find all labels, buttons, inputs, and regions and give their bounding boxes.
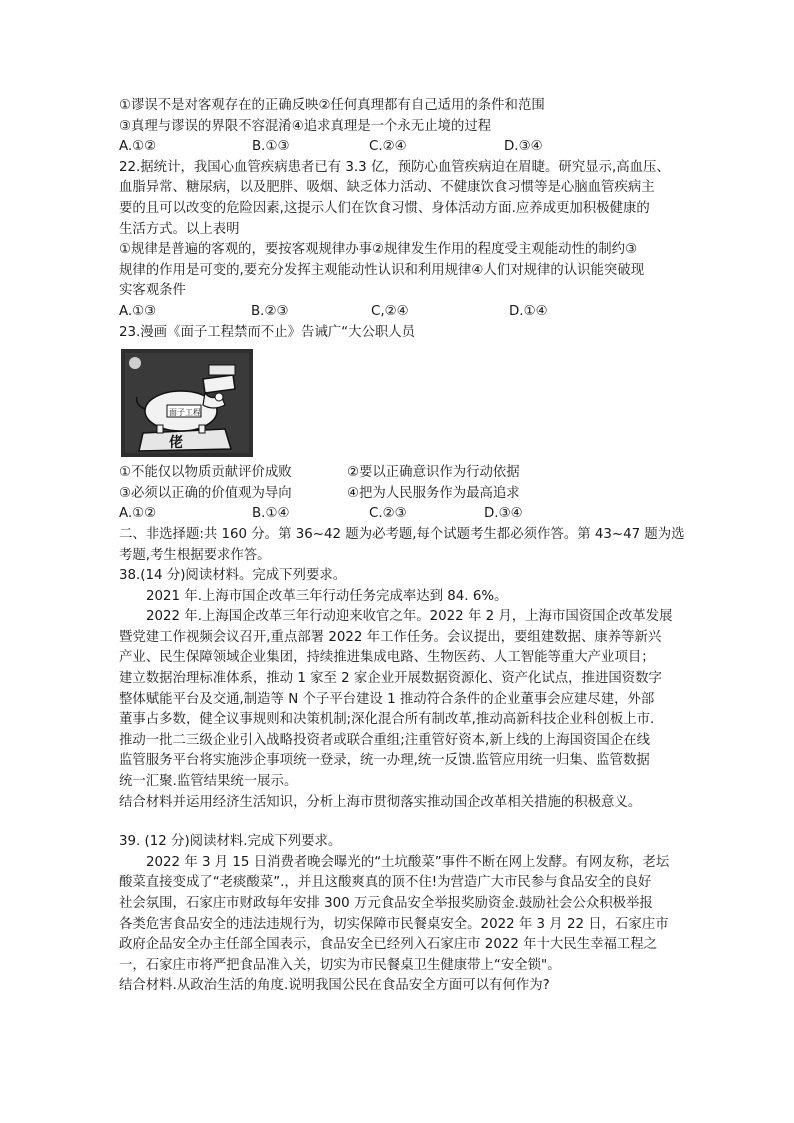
q21-option-c: C.②④ bbox=[369, 139, 407, 155]
q39-heading: 39. (12 分)阅读材料.完成下列要求。 bbox=[119, 834, 342, 850]
q22-option-a: A.①③ bbox=[119, 303, 157, 319]
spacer bbox=[119, 813, 689, 832]
svg-text:佬: 佬 bbox=[169, 435, 183, 452]
q38-heading: 38.(14 分)阅读材料。完成下列要求。 bbox=[119, 568, 347, 584]
q23-option-d: D.③④ bbox=[484, 506, 523, 522]
q39-paragraph-line1: 2022 年 3 月 15 日消费者晚会曝光的“土坑酸菜”事件不断在网上发酵。有网友称，老坛 bbox=[146, 854, 670, 870]
q22-stem-line1: 22.据统计，我国心血管疾病患者已有 3.3 亿，预防心血管疾病迫在眉睫。研究显示,高血压、 bbox=[119, 159, 670, 175]
q22-option-d: D.①④ bbox=[509, 303, 548, 319]
q22-statements-line2: 规律的作用是可变的,要充分发挥主观能动性认识和利用规律④人们对规律的认识能突破现 bbox=[119, 262, 645, 278]
q38-paragraph2-line7: 推动一批二三级企业引入战略投资者或联合重组;注重管好资本,新上线的上海国资国企在线 bbox=[119, 732, 650, 748]
q21-statements-line1: ①谬误不是对客观存在的正确反映②任何真理都有自己适用的条件和范围 bbox=[119, 98, 545, 113]
q38-paragraph2-line5: 整体赋能平台及交通,制造等 N 个子平台建设 1 推动符合条件的企业董事会应建尽建，外部 bbox=[119, 691, 655, 707]
q22-options bbox=[119, 302, 689, 323]
cartoon-drawing bbox=[121, 349, 253, 457]
q23-options bbox=[119, 504, 689, 525]
q38-paragraph2-line8: 监管服务平台将实施涉企事项统一登录，统一办理,统一反馈.监管应用统一归集、监管数据 bbox=[119, 753, 650, 769]
q39-paragraph-line4: 各类危害食品安全的违法违规行为，切实保障市民餐桌安全。2022 年 3 月 22 日，石家庄市 bbox=[119, 916, 669, 932]
cartoon-image bbox=[121, 349, 253, 457]
q38-paragraph2-line1: 2022 年.上海国企改革三年行动迎来收官之年。2022 年 2 月，上海市国资国企改革发展 bbox=[146, 609, 673, 625]
q39-paragraph-line3: 社会氛围，石家庄市财政每年安排 300 万元食品安全举报奖励资金.鼓励社会公众积极举报 bbox=[119, 896, 653, 911]
q22-statements-line1: ①规律是普遍的客观的，要按客观规律办事②规律发生作用的程度受主观能动性的制约③ bbox=[119, 242, 638, 258]
q22-stem-line3: 要的且可以改变的危险因素,这提示人们在饮食习惯、身体活动方面.应养成更加积极健康的 bbox=[119, 200, 650, 216]
q23-statement-3: ③必须以正确的价值观为导向 bbox=[119, 485, 292, 501]
q21-option-a: A.①② bbox=[119, 139, 157, 155]
part2-instructions-line1: 二、非选择题:共 160 分。第 36~42 题为必考题,每个试题考生都必须作答。第 43~47 题为选 bbox=[119, 526, 685, 542]
cartoon-sign-text: 面子工程 bbox=[169, 408, 201, 418]
q38-paragraph2-line6: 董事占多数，健全议事规则和决策机制;深化混合所有制改革,推动高新科技企业科创板上市. bbox=[119, 712, 655, 728]
q39-paragraph-line2: 酸菜直接变成了“老痰酸菜”.，并且这酸爽真的顶不住!为营造广大市民参与食品安全的良好 bbox=[119, 875, 652, 891]
q23-statements-row1 bbox=[119, 463, 689, 484]
q21-options bbox=[119, 137, 689, 158]
q23-statement-4: ④把为人民服务作为最高追求 bbox=[347, 485, 520, 501]
q23-option-a: A.①② bbox=[119, 506, 157, 522]
q21-option-d: D.③④ bbox=[504, 139, 543, 155]
q38-paragraph2-line9: 统一汇聚.监管结果统一展示。 bbox=[119, 774, 298, 790]
exam-content bbox=[119, 96, 689, 997]
q21-option-b: B.①③ bbox=[252, 139, 290, 155]
q23-statement-2: ②要以正确意识作为行动依据 bbox=[347, 465, 520, 481]
q38-paragraph2-line3: 产业、民生保障领域企业集团，持续推进集成电路、生物医药、人工智能等重大产业项目； bbox=[119, 650, 655, 666]
q39-task: 结合材料.从政治生活的角度.说明我国公民在食品安全方面可以有何作为? bbox=[119, 978, 550, 994]
q39-paragraph-line6: 一，石家庄市将严把食品准入关，切实为市民餐桌卫生健康带上“安全锁"。 bbox=[119, 957, 561, 973]
q38-paragraph1: 2021 年.上海市国企改革三年行动任务完成率达到 84. 6%。 bbox=[146, 588, 508, 604]
q39-paragraph-line5: 政府企品安全办主任部全国表示，食品安全已经列入石家庄市 2022 年十大民生幸福工程之 bbox=[119, 937, 658, 953]
q38-paragraph2-line4: 建立数据治理标准体系，推动 1 家至 2 家企业开展数据资源化、资产化试点，推进国资数字 bbox=[119, 671, 662, 687]
q38-task: 结合材料并运用经济生活知识，分析上海市贯彻落实推动国企改革相关措施的积极意义。 bbox=[119, 794, 642, 810]
q23-stem: 23.漫画《面子工程禁而不止》告诫广“大公职人员 bbox=[119, 324, 416, 340]
q22-stem-line4: 生活方式。以上表明 bbox=[119, 221, 240, 237]
q38-paragraph2-line2: 暨党建工作视频会议召开,重点部署 2022 年工作任务。会议提出，要组建数据、康养等新兴 bbox=[119, 629, 662, 645]
q21-statements-line2: ③真理与谬误的界限不容混淆④追求真理是一个永无止境的过程 bbox=[119, 118, 492, 134]
q22-option-b: B.②③ bbox=[251, 303, 289, 319]
q22-option-c: C,②④ bbox=[371, 303, 409, 319]
q23-option-b: B.①④ bbox=[252, 506, 290, 522]
q22-stem-line2: 血脂异常、糖尿病，以及肥胖、吸烟、缺乏体力活动、不健康饮食习惯等是心脑血管疾病主 bbox=[119, 180, 655, 196]
q23-option-c: C.②③ bbox=[369, 506, 407, 522]
q23-statement-1: ①不能仅以物质贡献评价成败 bbox=[119, 465, 292, 481]
q22-statements-line3: 实客观条件 bbox=[119, 283, 186, 299]
part2-instructions-line2: 考题,考生根据要求作答。 bbox=[119, 547, 271, 563]
q23-statements-row2 bbox=[119, 484, 689, 505]
